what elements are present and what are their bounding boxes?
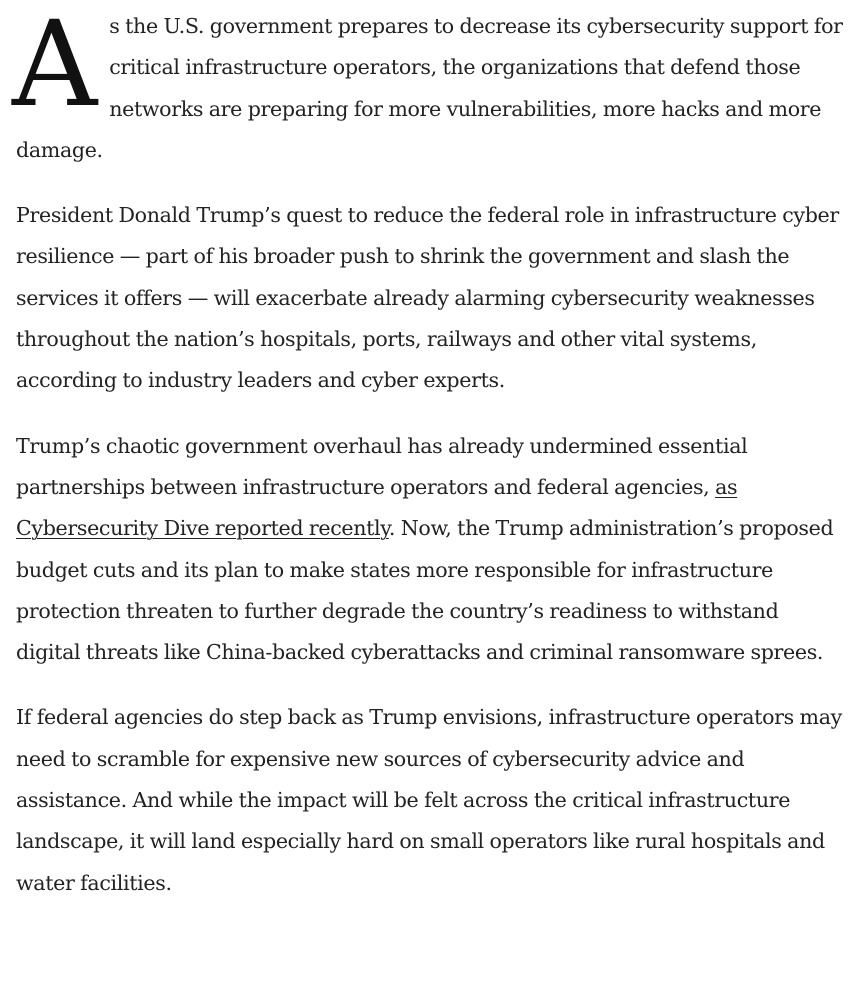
paragraph-1 — [12, 0, 847, 171]
paragraph-3-text-start: Trump’s chaotic government overhaul has already undermined essential partnerships between infrastructure operators and federal agencies, — [16, 433, 748, 499]
paragraph-3 — [16, 426, 847, 674]
drop-cap: A — [12, 0, 98, 133]
paragraph-3-text-end: . Now, the Trump administration’s proposed budget cuts and its plan to make states more responsible for infrastructure protection threaten to further degrade the country’s readiness to withstand digital threats like China-backed cyberattacks and criminal ransomware sprees. — [16, 516, 834, 665]
cybersecurity-dive-link[interactable]: as Cybersecurity Dive reported recently — [16, 474, 738, 541]
paragraph-4: If federal agencies do step back as Trump envisions, infrastructure operators may need to scramble for expensive new sources of cybersecurity advice and assistance. And while the impact will be felt across the critical infrastructure landscape, it will land especially hard on small operators like rural hospitals and water facilities. — [16, 705, 842, 895]
paragraph-1-text: s the U.S. government prepares to decrease its cybersecurity support for critical infrastructure operators, the organizations that defend those networks are preparing for more vulnerabilities, more hacks and more damage. — [16, 14, 843, 162]
paragraph-2: President Donald Trump’s quest to reduce the federal role in infrastructure cyber resilience — part of his broader push to shrink the government and slash the services it offers — will exacerbate already alarming cybersecurity weaknesses throughout the nation’s hospitals, ports, railways and other vital systems, according to industry leaders and cyber experts. — [16, 203, 839, 393]
